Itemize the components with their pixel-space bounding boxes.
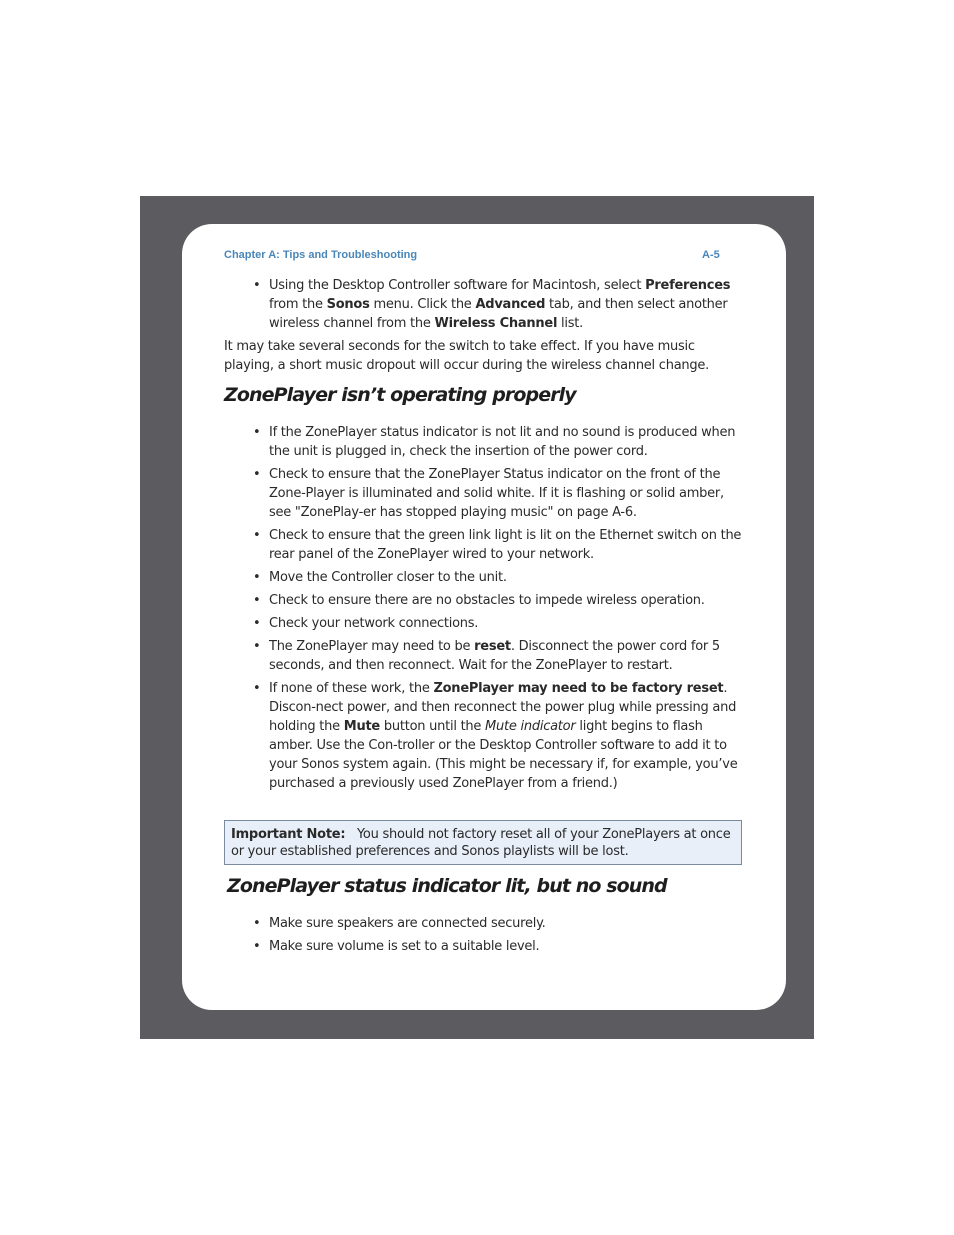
chapter-header: Chapter A: Tips and Troubleshooting	[224, 249, 418, 261]
section-heading-no-sound: ZonePlayer status indicator lit, but no sound	[227, 875, 667, 897]
no-sound-list	[253, 914, 745, 956]
list-item: • Make sure volume is set to a suitable level.	[253, 939, 540, 954]
list-item: • Check your network connections.	[253, 616, 479, 631]
section-heading-operating: ZonePlayer isn’t operating properly	[224, 384, 576, 406]
list-item: • Using the Desktop Controller software for Macintosh, select Preferences from the Sonos menu. Click the Advanced tab, and then select another wireless channel from the Wireless Channel list.	[253, 278, 731, 331]
intro-paragraph: It may take several seconds for the switch to take effect. If you have music playing, a short music dropout will occur during the wireless channel change.	[224, 339, 710, 373]
list-item: • Check to ensure that the green link light is lit on the Ethernet switch on the rear panel of the ZonePlayer wired to your network.	[253, 528, 742, 562]
page-number: A-5	[702, 249, 720, 261]
bullet-glyph: •	[253, 278, 261, 293]
list-item-reset: • The ZonePlayer may need to be reset. Disconnect the power cord for 5 seconds, and then reconnect. Wait for the ZonePlayer to restart.	[253, 639, 720, 673]
troubleshoot-list	[253, 423, 745, 793]
important-note-box	[224, 820, 742, 865]
list-item: • Check to ensure there are no obstacles to impede wireless operation.	[253, 593, 705, 608]
list-item: • Move the Controller closer to the unit.	[253, 570, 507, 585]
intro-bullet-list	[253, 276, 745, 333]
list-item: • If the ZonePlayer status indicator is not lit and no sound is produced when the unit is plugged in, check the insertion of the power cord.	[253, 425, 736, 459]
list-item: • Make sure speakers are connected securely.	[253, 916, 546, 931]
note-text: You should not factory reset all of your ZonePlayers at once or your established preferences and Sonos playlists will be lost.	[231, 827, 731, 859]
note-label: Important Note:	[231, 827, 346, 842]
list-item-factory-reset: • If none of these work, the ZonePlayer may need to be factory reset. Discon-nect power, and then reconnect the power plug while pressing and holding the Mute button until the Mute indicator light begins to flash amber. Use the Con-troller or the Desktop Controller software to add it to your Sonos system again. (This might be necessary if, for example, you’ve purchased a previously used ZonePlayer from a friend.)	[253, 681, 738, 791]
list-item: • Check to ensure that the ZonePlayer Status indicator on the front of the Zone-Player is illuminated and solid white. If it is flashing or solid amber, see "ZonePlay-er has stopped playing music" on page A-6.	[253, 467, 724, 520]
